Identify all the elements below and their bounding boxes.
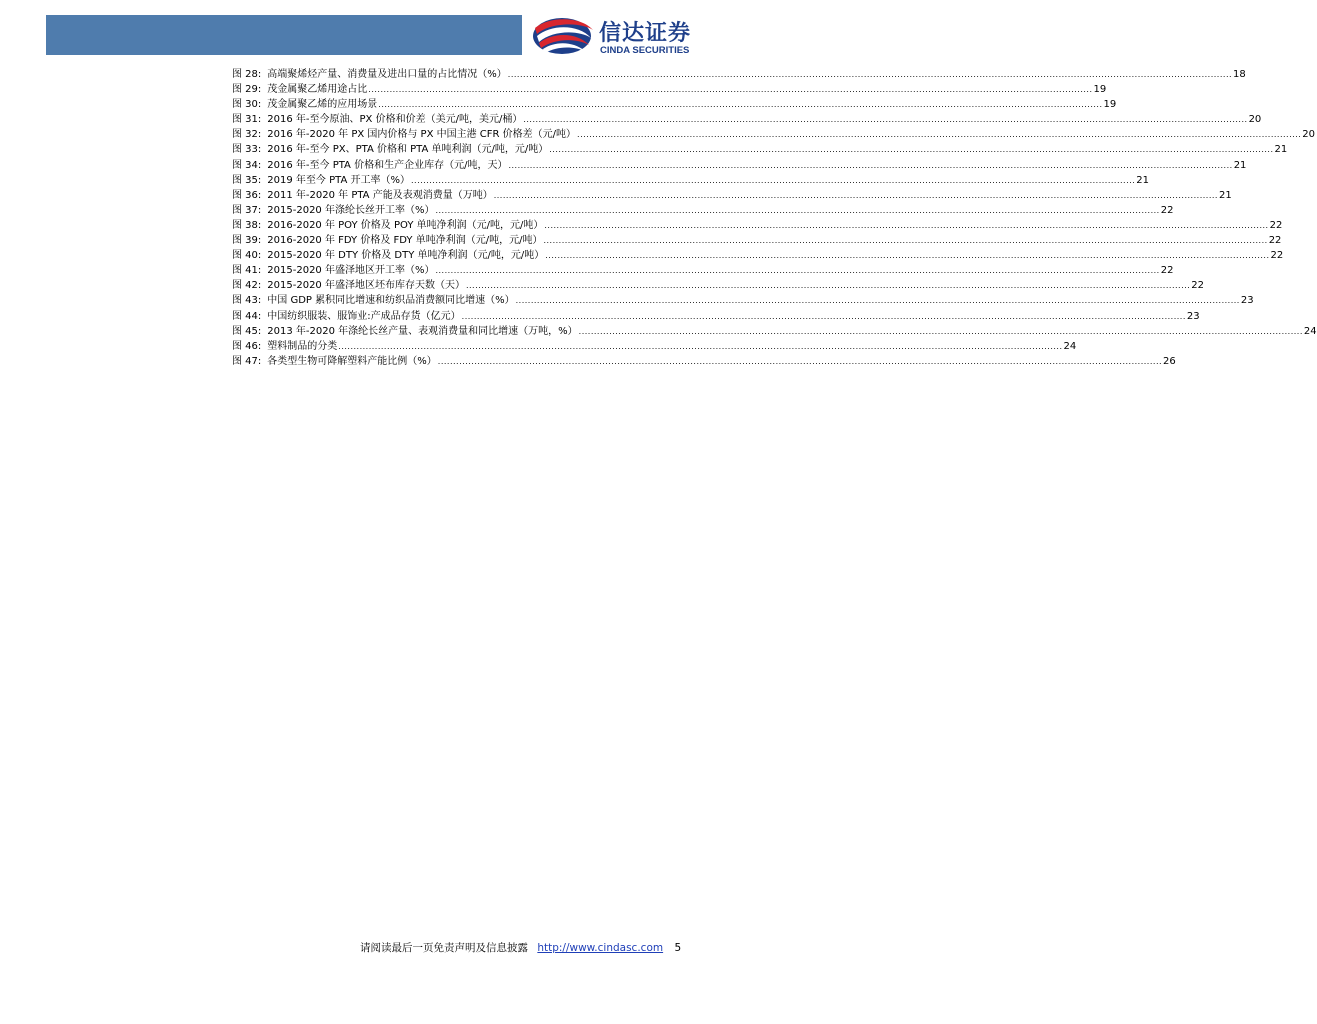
page-number: 5 [674, 942, 682, 954]
toc-page-number: 21 [1274, 144, 1288, 156]
toc-figure-title: 2016 年-至今 PX、PTA 价格和 PTA 单吨利润（元/吨，元/吨） [267, 144, 549, 156]
toc-page-number: 24 [1063, 340, 1077, 352]
toc-figure-title: 高端聚烯烃产量、消费量及进出口量的占比情况（%） [267, 69, 507, 80]
toc-figure-number: 图 39: [232, 235, 262, 247]
toc-dot-leader [523, 112, 1247, 127]
toc-figure-number: 图 31: [232, 114, 262, 126]
toc-figure-number: 图 47: [232, 355, 262, 367]
toc-entry[interactable] [232, 112, 1262, 127]
toc-dot-leader [508, 67, 1232, 82]
toc-entry[interactable] [232, 127, 1315, 142]
toc-entry[interactable] [232, 218, 1283, 233]
toc-page-number: 22 [1270, 250, 1284, 262]
toc-dot-leader [338, 339, 1062, 354]
toc-dot-leader [494, 188, 1218, 203]
cinda-logo-icon [531, 14, 597, 58]
toc-figure-number: 图 41: [232, 265, 262, 277]
toc-dot-leader [435, 203, 1159, 218]
toc-figure-number: 图 37: [232, 204, 262, 216]
toc-entry[interactable] [232, 309, 1200, 324]
toc-entry[interactable] [232, 97, 1117, 112]
toc-dot-leader [577, 127, 1301, 142]
toc-figure-number: 图 43: [232, 295, 262, 307]
toc-entry[interactable] [232, 173, 1149, 188]
toc-page-number: 19 [1093, 84, 1107, 96]
toc-dot-leader [508, 158, 1232, 173]
toc-entry[interactable] [232, 82, 1107, 97]
toc-page-number: 20 [1302, 129, 1315, 141]
toc-dot-leader [466, 278, 1190, 293]
toc-page-number: 22 [1160, 204, 1174, 216]
toc-figure-number: 图 46: [232, 340, 262, 352]
toc-page-number: 21 [1218, 189, 1232, 201]
header-band [46, 15, 522, 55]
toc-figure-number: 图 28: [232, 69, 262, 80]
toc-figure-number: 图 34: [232, 159, 262, 171]
toc-dot-leader [411, 173, 1135, 188]
toc-figure-number: 图 44: [232, 310, 262, 322]
toc-dot-leader [462, 309, 1186, 324]
toc-dot-leader [543, 233, 1267, 248]
toc-page-number: 20 [1248, 114, 1262, 126]
toc-figure-title: 2015-2020 年涤纶长丝开工率（%） [267, 204, 435, 216]
toc-entry[interactable] [232, 339, 1077, 354]
footer-disclaimer: 请阅读最后一页免责声明及信息披露 [360, 942, 528, 954]
toc-figure-number: 图 29: [232, 84, 262, 96]
toc-figure-number: 图 32: [232, 129, 262, 141]
toc-figure-title: 茂金属聚乙烯的应用场景 [267, 99, 378, 111]
toc-entry[interactable] [232, 188, 1232, 203]
toc-page-number: 19 [1103, 99, 1117, 111]
toc-page-number: 23 [1186, 310, 1200, 322]
toc-entry[interactable] [232, 293, 1254, 308]
toc-page-number: 22 [1268, 235, 1282, 247]
toc-figure-title: 茂金属聚乙烯用途占比 [267, 84, 368, 96]
company-logo [531, 14, 711, 58]
toc-entry[interactable] [232, 354, 1176, 369]
toc-dot-leader [378, 97, 1102, 112]
toc-figure-title: 中国纺织服装、服饰业:产成品存货（亿元） [267, 310, 461, 322]
toc-figure-title: 2016-2020 年 POY 价格及 POY 单吨净利润（元/吨，元/吨） [267, 219, 544, 231]
logo-name-cn: 信达证券 [599, 21, 692, 46]
toc-page-number: 21 [1233, 159, 1247, 171]
toc-figure-number: 图 45: [232, 325, 262, 337]
toc-entry[interactable] [232, 263, 1174, 278]
toc-entry[interactable] [232, 324, 1317, 339]
toc-figure-title: 2016 年-2020 年 PX 国内价格与 PX 中国主港 CFR 价格差（元/吨） [267, 129, 577, 141]
toc-figure-title: 各类型生物可降解塑料产能比例（%） [267, 355, 437, 367]
toc-figure-number: 图 33: [232, 144, 262, 156]
toc-figure-title: 2016 年-至今 PTA 价格和生产企业库存（元/吨，天） [267, 159, 508, 171]
toc-figure-number: 图 30: [232, 99, 262, 111]
figure-index-list [232, 67, 1317, 369]
page-footer [360, 940, 680, 955]
toc-page-number: 18 [1233, 69, 1246, 80]
toc-dot-leader [435, 263, 1159, 278]
toc-figure-title: 2015-2020 年 DTY 价格及 DTY 单吨净利润（元/吨，元/吨） [267, 250, 545, 262]
toc-page-number: 23 [1240, 295, 1254, 307]
toc-figure-title: 2019 年至今 PTA 开工率（%） [267, 174, 410, 186]
toc-dot-leader [545, 248, 1269, 263]
toc-dot-leader [368, 82, 1092, 97]
toc-figure-title: 2013 年-2020 年涤纶长丝产量、表观消费量和同比增速（万吨，%） [267, 325, 578, 337]
toc-entry[interactable] [232, 142, 1288, 157]
toc-dot-leader [516, 293, 1240, 308]
toc-figure-number: 图 35: [232, 174, 262, 186]
toc-figure-number: 图 40: [232, 250, 262, 262]
toc-dot-leader [544, 218, 1268, 233]
toc-dot-leader [438, 354, 1162, 369]
toc-figure-title: 中国 GDP 累积同比增速和纺织品消费额同比增速（%） [267, 295, 515, 307]
toc-dot-leader [579, 324, 1303, 339]
toc-page-number: 22 [1191, 280, 1204, 292]
toc-page-number: 21 [1136, 174, 1149, 186]
toc-figure-title: 塑料制品的分类 [267, 340, 338, 352]
toc-figure-number: 图 38: [232, 219, 262, 231]
toc-figure-number: 图 36: [232, 189, 262, 201]
toc-entry[interactable] [232, 233, 1282, 248]
toc-page-number: 22 [1160, 265, 1174, 277]
website-link[interactable]: http://www.cindasc.com [537, 942, 664, 954]
toc-figure-title: 2015-2020 年盛泽地区开工率（%） [267, 265, 435, 277]
toc-figure-title: 2016-2020 年 FDY 价格及 FDY 单吨净利润（元/吨，元/吨） [267, 235, 543, 247]
toc-entry[interactable] [232, 203, 1174, 218]
toc-entry[interactable] [232, 67, 1246, 82]
toc-entry[interactable] [232, 158, 1247, 173]
toc-page-number: 24 [1303, 325, 1317, 337]
logo-name-en: CINDA SECURITIES [600, 45, 690, 56]
toc-dot-leader [549, 142, 1273, 157]
toc-figure-title: 2011 年-2020 年 PTA 产能及表观消费量（万吨） [267, 189, 493, 201]
toc-figure-title: 2015-2020 年盛泽地区坯布库存天数（天） [267, 280, 465, 292]
toc-figure-number: 图 42: [232, 280, 262, 292]
toc-page-number: 26 [1163, 355, 1176, 367]
toc-figure-title: 2016 年-至今原油、PX 价格和价差（美元/吨，美元/桶） [267, 114, 523, 126]
toc-entry[interactable] [232, 278, 1204, 293]
toc-page-number: 22 [1269, 219, 1283, 231]
toc-entry[interactable] [232, 248, 1284, 263]
